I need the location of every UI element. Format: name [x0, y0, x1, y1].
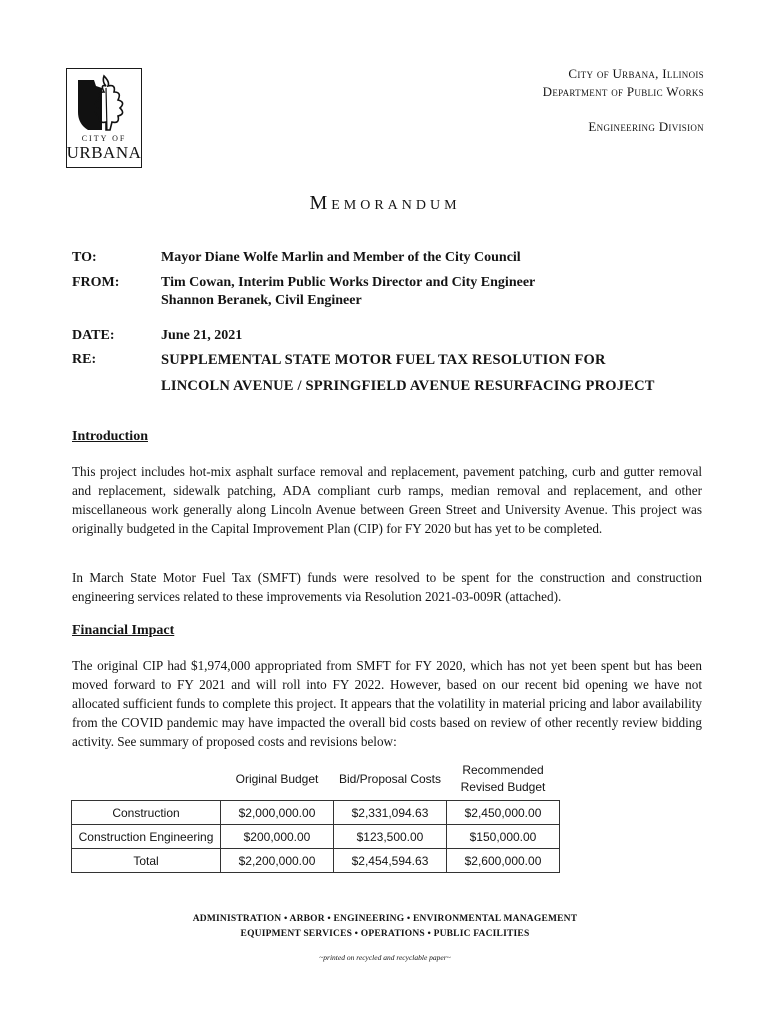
table-header-cell	[72, 758, 221, 801]
introduction-paragraph-1: This project includes hot-mix asphalt surface removal and replacement, pavement patching, curb and gutter removal and replacement, sidewalk patching, ADA compliant curb ramps, median removal and replacement, and other miscellaneous work generally along Lincoln Avenue between Green Street and University Avenue. This project was originally budgeted in the Capital Improvement Plan (CIP) for FY 2020 but has yet to be completed.	[72, 464, 702, 536]
letterhead-division: Engineering Division	[588, 119, 704, 134]
table-cell: $2,600,000.00	[447, 849, 560, 873]
table-cell: $2,450,000.00	[447, 801, 560, 825]
from-label: FROM:	[72, 275, 120, 290]
re-line-1: SUPPLEMENTAL STATE MOTOR FUEL TAX RESOLUTION FOR	[161, 352, 606, 368]
date-value: June 21, 2021	[161, 328, 243, 343]
table-cell: $2,000,000.00	[221, 801, 334, 825]
table-cell: $2,454,594.63	[334, 849, 447, 873]
letterhead-city: City of Urbana, Illinois	[568, 66, 704, 81]
tree-leaf-icon	[74, 74, 134, 134]
table-cell: $150,000.00	[447, 825, 560, 849]
financial-impact-heading: Financial Impact	[72, 623, 175, 638]
footer-tagline: ~printed on recycled and recyclable paper~	[319, 953, 451, 962]
table-cell: $200,000.00	[221, 825, 334, 849]
table-header-cell: Recommended Revised Budget	[460, 763, 546, 794]
logo-city-of: CITY OF	[81, 134, 127, 143]
cost-summary-table	[71, 758, 560, 873]
financial-impact-paragraph: The original CIP had $1,974,000 appropriated from SMFT for FY 2020, which has not yet been spent but has been moved forward to FY 2021 and will roll into FY 2022. However, based on our recent bid opening we have not allocated sufficient funds to complete this project. It appears that the volatility in material pricing and labor availability from the COVID pandemic may have impacted the overall bid costs based on review of other recently review bidding activity. See summary of proposed costs and revisions below:	[72, 658, 702, 749]
city-logo	[66, 68, 142, 168]
letterhead-department: Department of Public Works	[542, 84, 704, 99]
footer-line-2: EQUIPMENT SERVICES • OPERATIONS • PUBLIC FACILITIES	[240, 929, 530, 939]
re-label: RE:	[72, 352, 97, 367]
table-row	[72, 849, 560, 873]
table-cell: $123,500.00	[334, 825, 447, 849]
memo-title: Memorandum	[309, 192, 461, 214]
table-cell: Construction	[72, 801, 221, 825]
table-row	[72, 801, 560, 825]
table-cell: Construction Engineering	[72, 825, 221, 849]
footer-line-1: ADMINISTRATION • ARBOR • ENGINEERING • ENVIRONMENTAL MANAGEMENT	[192, 914, 578, 924]
logo-urbana: URBANA	[66, 143, 142, 162]
table-header-cell: Original Budget	[235, 772, 319, 786]
to-label: TO:	[72, 250, 97, 265]
date-label: DATE:	[72, 328, 115, 343]
table-header-cell: Bid/Proposal Costs	[338, 772, 442, 786]
table-row	[72, 825, 560, 849]
from-value-2: Shannon Beranek, Civil Engineer	[161, 293, 362, 308]
table-cell: $2,200,000.00	[221, 849, 334, 873]
table-cell: $2,331,094.63	[334, 801, 447, 825]
to-value: Mayor Diane Wolfe Marlin and Member of the City Council	[161, 250, 521, 265]
from-value-1: Tim Cowan, Interim Public Works Director and City Engineer	[161, 275, 536, 290]
re-line-2: LINCOLN AVENUE / SPRINGFIELD AVENUE RESURFACING PROJECT	[161, 378, 655, 394]
table-cell: Total	[72, 849, 221, 873]
introduction-paragraph-2: In March State Motor Fuel Tax (SMFT) funds were resolved to be spent for the construction and construction engineering services related to these improvements via Resolution 2021-03-009R (attached).	[72, 570, 702, 604]
table-header-row	[72, 758, 560, 801]
introduction-heading: Introduction	[72, 429, 148, 444]
